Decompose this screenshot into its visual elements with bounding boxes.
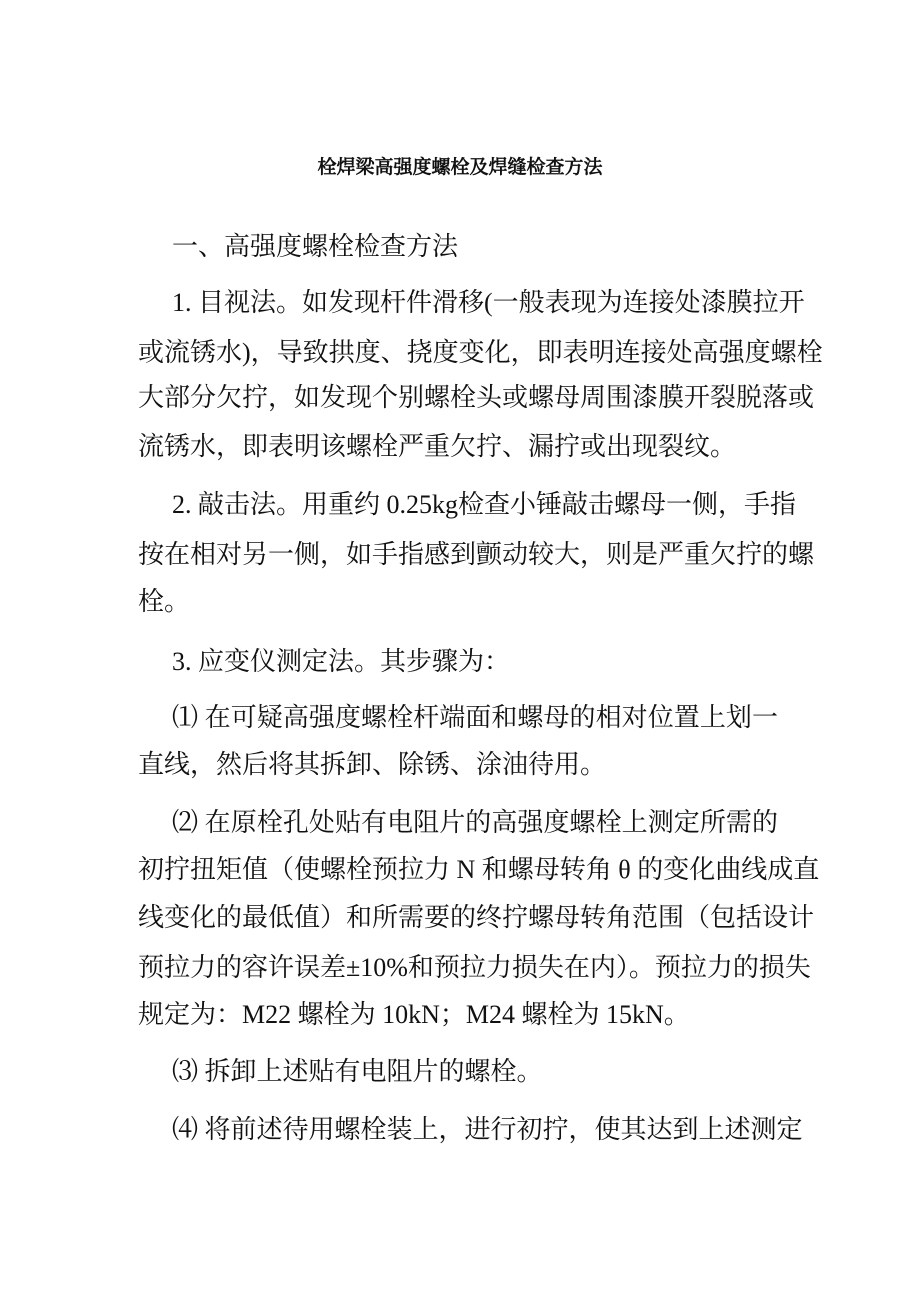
- text-line: 预拉力的容许误差±10%和预拉力损失在内）。预拉力的损失: [138, 953, 811, 982]
- text-line: 直线，然后将其拆卸、除锈、涂油待用。: [138, 750, 607, 779]
- text-line: 1. 目视法。如发现杆件滑移(一般表现为连接处漆膜拉开: [172, 288, 805, 317]
- text-line: 大部分欠拧，如发现个别螺栓头或螺母周围漆膜开裂脱落或: [138, 383, 815, 412]
- text-line: 规定为：M22 螺栓为 10kN；M24 螺栓为 15kN。: [138, 1000, 690, 1029]
- text-line: ⑶ 拆卸上述贴有电阻片的螺栓。: [172, 1057, 543, 1086]
- text-line: 初拧扭矩值（使螺栓预拉力 N 和螺母转角 θ 的变化曲线成直: [138, 855, 820, 884]
- text-line: 流锈水，即表明该螺栓严重欠拧、漏拧或出现裂纹。: [138, 432, 737, 461]
- text-line: 2. 敲击法。用重约 0.25kg检查小锤敲击螺母一侧，手指: [172, 490, 797, 519]
- text-line: 或流锈水)，导致拱度、挠度变化，即表明连接处高强度螺栓: [138, 338, 823, 367]
- document-title: 栓焊梁高强度螺栓及焊缝检查方法: [317, 157, 603, 178]
- text-line: 3. 应变仪测定法。其步骤为：: [172, 647, 511, 676]
- text-line: 线变化的最低值）和所需要的终拧螺母转角范围（包括设计: [138, 903, 815, 932]
- text-line: ⑴ 在可疑高强度螺栓杆端面和螺母的相对位置上划一: [172, 703, 778, 732]
- text-line: ⑷ 将前述待用螺栓装上，进行初拧，使其达到上述测定: [172, 1115, 803, 1144]
- text-line: ⑵ 在原栓孔处贴有电阻片的高强度螺栓上测定所需的: [172, 808, 778, 837]
- section-heading: 一、高强度螺栓检查方法: [172, 232, 459, 261]
- text-line: 栓。: [138, 587, 191, 616]
- text-line: 按在相对另一侧，如手指感到颤动较大，则是严重欠拧的螺: [138, 540, 815, 569]
